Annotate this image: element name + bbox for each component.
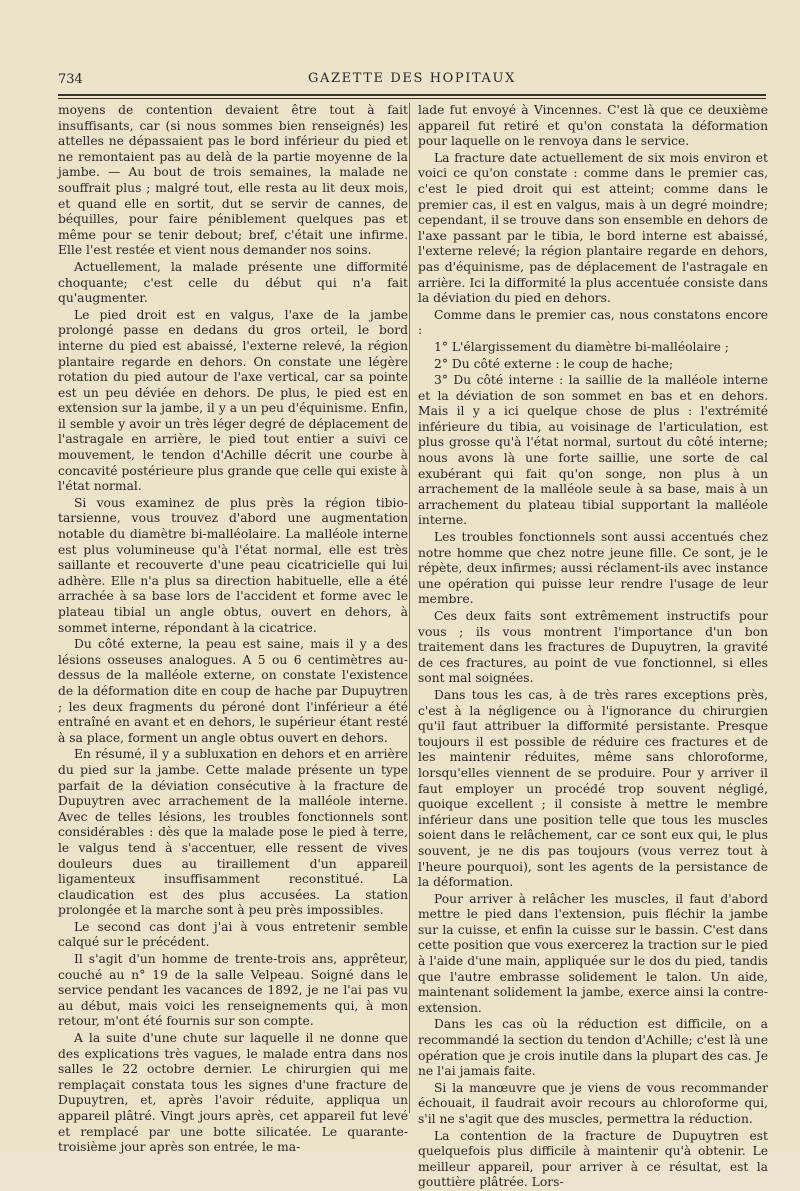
paragraph: Les troubles fonctionnels sont aussi accentués chez notre homme que chez notre jeune fille. Ce sont, je le répète, deux infirmes; aussi réclament-ils avec instance une opération qui puisse leur rendre l'usage de leur membre. — [418, 530, 768, 607]
list-item: 1° L'élargissement du diamètre bi-malléolaire ; — [434, 339, 729, 354]
page-header — [58, 68, 766, 90]
paragraph: En résumé, il y a subluxation en dehors et en arrière du pied sur la jambe. Cette malade présente un type parfait de la déviation consécutive à la fracture de Dupuytren avec arrachement de la malléole interne. Avec de telles lésions, les troubles fonctionnels sont considérables : dès que la malade pose le pied à terre, le valgus tend à s'accentuer, elle ressent de vives douleurs dues au tiraillement d'un appareil ligamenteux insuffisamment reconstitué. La claudication est des plus accusées. La station prolongée et la marche sont à peu près impossibles. — [58, 747, 408, 918]
left-column — [58, 103, 408, 1156]
journal-title: GAZETTE DES HOPITAUX — [308, 71, 516, 86]
paragraph: Le second cas dont j'ai à vous entretenir semble calqué sur le précédent. — [58, 919, 408, 950]
column-divider — [409, 103, 410, 1113]
paragraph: Dans les cas où la réduction est difficile, on a recommandé la section du tendon d'Achille; c'est là une opération que je crois inutile dans la plupart des cas. Je ne l'ai jamais faite. — [418, 1017, 768, 1079]
header-rule-thick — [58, 94, 766, 96]
paragraph: Pour arriver à relâcher les muscles, il faut d'abord mettre le pied dans l'extension, puis fléchir la jambe sur la cuisse, et enfin la cuisse sur le bassin. C'est dans cette position que vous exercerez la traction sur le pied à l'aide d'une main, appliquée sur le dos du pied, tandis que l'autre embrasse solidement le talon. Un aide, maintenant solidement la jambe, exerce ainsi la contre-extension. — [418, 891, 768, 1015]
page-number: 734 — [58, 72, 83, 87]
paragraph: Comme dans le premier cas, nous constatons encore : — [418, 307, 768, 338]
paragraph: Si vous examinez de plus près la région tibio-tarsienne, vous trouvez d'abord une augmentation notable du diamètre bi-malléolaire. La malléole interne est plus volumineuse qu'à l'état normal, elle est très saillante et recouverte d'une peau cicatricielle qui lui adhère. Elle n'a plus sa direction habituelle, elle a été arrachée à sa base lors de l'accident et forme avec le plateau tibial un angle obtus, ouvert en dehors, à sommet interne, répondant à la cicatrice. — [58, 495, 408, 635]
header-rule-thin — [58, 98, 766, 99]
paragraph: Le pied droit est en valgus, l'axe de la jambe prolongé passe en dedans du gros orteil, le bord interne du pied est abaissé, l'externe relevé, la région plantaire regarde en dehors. On constate une légère rotation du pied autour de l'axe vertical, car sa pointe est un peu déviée en dehors. De plus, le pied est en extension sur la jambe, il y a un peu d'équinisme. Enfin, il semble y avoir un très léger degré de déplacement de l'astragale en arrière, le pied tout entier a suivi ce mouvement, le tendon d'Achille décrit une courbe à concavité postérieure plus grande que celle qui existe à l'état normal. — [58, 307, 408, 494]
list-item: 3° Du côté interne : la saillie de la malléole interne et la déviation de son sommet en bas et en dehors. Mais il y a ici quelque chose de plus : l'extrémité inférieure du tibia, au voisinage de l'articulation, est plus grosse qu'à l'état normal, surtout du côté interne; nous avons là une forte saillie, une sorte de cal exubérant qui fait qu'on songe, non plus à un arrachement de la malléole seule à sa base, mais à un arrachement du plateau tibial supportant la malléole interne. — [418, 373, 768, 528]
paragraph: moyens de contention devaient être tout à fait insuffisants, car (si nous sommes bien renseignés) les attelles ne dépassaient pas le bord inférieur du pied et ne remontaient pas au delà de la partie moyenne de la jambe. — Au bout de trois semaines, la malade ne souffrait plus ; malgré tout, elle resta au lit deux mois, et quand elle en sortit, dut se servir de cannes, de béquilles, pour faire péniblement quelques pas et même pour se tenir debout; bref, c'était une infirme. Elle l'est restée et vient nous demander nos soins. — [58, 103, 408, 258]
right-column — [418, 103, 768, 1191]
paragraph: La fracture date actuellement de six mois environ et voici ce qu'on constate : comme dans le premier cas, c'est le pied droit qui est atteint; comme dans le premier cas, il est en valgus, mais à un degré moindre; cependant, il se trouve dans son ensemble en dehors de l'axe passant par le tibia, le bord interne est abaissé, l'externe relevé; la région plantaire regarde en dehors, pas d'équinisme, pas de déplacement de l'astragale en arrière. Ici la difformité la plus accentuée consiste dans la déviation du pied en dehors. — [418, 150, 768, 306]
list-item: 2° Du côté externe : le coup de hache; — [434, 356, 674, 371]
paragraph: Si la manœuvre que je viens de vous recommander échouait, il faudrait avoir recours au chloroforme qui, s'il ne s'agit que des muscles, permettra la réduction. — [418, 1080, 768, 1126]
paragraph: A la suite d'une chute sur laquelle il ne donne que des explications très vagues, le malade entra dans nos salles le 22 octobre dernier. Le chirurgien qui me remplaçait constata tous les signes d'une fracture de Dupuytren, et, après l'avoir réduite, appliqua un appareil plâtré. Vingt jours après, cet appareil fut levé et remplacé par une botte silicatée. Le quarante-troisième jour après son entrée, le ma- — [58, 1031, 408, 1155]
paragraph: Dans tous les cas, à de très rares exceptions près, c'est à la négligence ou à l'ignorance du chirurgien qu'il faut attribuer la difformité persistante. Presque toujours il est possible de réduire ces fractures et de les maintenir réduites, même sans chloroforme, lorsqu'elles viennent de se produire. Pour y arriver il faut employer un procédé trop souvent négligé, quoique excellent ; il consiste à mettre le membre inférieur dans une position telle que tous les muscles soient dans le relâchement, car ce sont eux qui, le plus souvent, je ne dis pas toujours (vous verrez tout à l'heure pourquoi), sont les agents de la persistance de la déformation. — [418, 687, 768, 890]
paragraph: lade fut envoyé à Vincennes. C'est là que ce deuxième appareil fut retiré et qu'on constata la déformation pour laquelle on le renvoya dans le service. — [418, 103, 768, 149]
paragraph: Il s'agit d'un homme de trente-trois ans, apprêteur, couché au n° 19 de la salle Velpeau. Soigné dans le service pendant les vacances de 1892, je ne l'ai pas vu au début, mais voici les renseignements qui, à mon retour, m'ont été fournis sur son compte. — [58, 952, 408, 1029]
paragraph: Du côté externe, la peau est saine, mais il y a des lésions osseuses analogues. A 5 ou 6 centimètres au-dessus de la malléole externe, on constate l'existence de la déformation dite en coup de hache par Dupuytren ; les deux fragments du péroné dont l'inférieur a été entraîné en avant et en dehors, le supérieur étant resté à sa place, forment un angle obtus ouvert en dehors. — [58, 637, 408, 745]
paragraph: Actuellement, la malade présente une difformité choquante; c'est celle du début qui n'a fait qu'augmenter. — [58, 259, 408, 306]
paragraph: Ces deux faits sont extrêmement instructifs pour vous ; ils vous montrent l'importance d'un bon traitement dans les fractures de Dupuytren, la gravité de ces fractures, au point de vue fonctionnel, si elles sont mal soignées. — [418, 609, 768, 686]
paragraph: La contention de la fracture de Dupuytren est quelquefois plus difficile à maintenir qu'à obtenir. Le meilleur appareil, pour arriver à ce résultat, est la gouttière plâtrée. Lors- — [418, 1128, 768, 1190]
